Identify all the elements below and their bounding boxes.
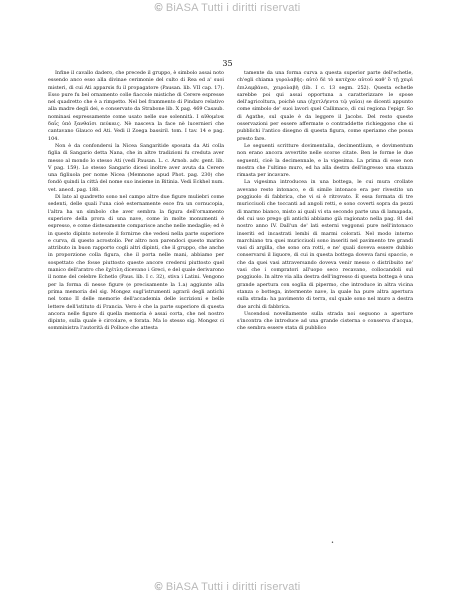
left-text-column	[48, 70, 224, 540]
paragraph: Non è da confondersi la Nicea Sangaritide sposata da Ati colla figlia di Sangario detta Nana, che in altre tradizioni fu creduta aver messo al mondo lo stesso Ati (vedi Pausan. L. c. Arnob. adv. gent. lib. V pag. 159). Lo stesso Sangario dicesi inoltre aver avuta da Cerere una figliuola per nome Nicea (Memnone apud Phot. pag. 230) che fondò quindi la città del nome suo insieme in Bitinia. Vedi Eckhel num. vet. anecd. pag. 188.	[48, 142, 224, 193]
copyright-icon: ©	[154, 581, 163, 593]
paragraph: La vigesima introducea in una bottega, le cui mura crollate avevano resto intonaco, e di simile intonaco era per rivestito un poggiuolo di fabbrica, che vi si è ritrovato. È essa formata di tre muricciuoli che toccanti ad angoli retti, e sono coverti sopra da pezzi di marmo bianco, misto ai quali vi sta secondo parte una di lamapada, del cui uso prego gli antichi abbiamo già ragionato nella pag. 81 del nostro anno IV. Dall'un de' lati esterni veggonsi pure nell'intonaco inseriti ed incastrati lembi di marmi colorati. Nel modo interno marchiano tra quei muricciuoli sono inseriti nel pavimento tre grandi vasi di argilla, che sono ora rotti, e ne' quali doveva essere dubbio conservarsi il liquore, di cui in questa bottega doveva farsi spaccio, e che da quei vasi attraversando doveva venir messo o distribuito ne' vasi che i compratori all'uopo seco recavano, collocandoli sul poggiuolo. In altre via alla destra dell'ingresso di questa bottega è una grande apertura con soglia di pipermo, che introduce in altra vicina stanza o bottega, intermente nave, la quale ha pure altra apertura sulla strada: ha pavimento di terra, sul quale sono nel muro a destra due archi di fabbrica.	[237, 179, 413, 310]
paragraph: Di lato al quadretto sono nel campo altre due figure muliebri come sedenti, delle quali l'una cioè esternamente esce fra un cornucopia, l'altra ha un simbolo che aver sembra la figura dell'ornamento superiore della prora di una nave, come in molte monumenti è espresso, e come distesamente comparisce anche nelle medaglie; ed è in questo dipinto notevole il fornirne che vedesi nella parte superiore e curva, di questo acrostolio. Per altro non parendoci questo marino attributo in buon rapporto cogli altri dipinti, che il gruppo, che anche in proporzione colla figura, che il porta nelle mani, abbiamo per sospettato che fosse piuttosto queste ancore credersi piuttosto quel manico dell'aratro che ἐχέτλη dicevano i Greci, e del quale derivarono il nome del celebre Echetlo (Paus. lib. I c. 32), stiva i Latini. Vengono per la forma di nesse figure (e precisamente la 1.a) aggiunte alla prima memoria del sig. Mongez sugl'istrumenti agrarii degli antichi nel tomo II delle memorie dell'accademia delle iscrizioni e belle lettere dell'istituto di Francia. Vero è che la parte superiore di questa ancora nelle figure di quella memoria è assai corta, che nel nostro dipinto, sulla quale è circolare, e forata. Ma lo stesso sig. Mongez ci somministra l'autorità di Polluce che attesta	[48, 194, 224, 332]
paragraph: tamente da una forma curva a questa superior parte dell'echetle, ch'egli chiama γυρολαβῆς: αὐτὸ δὲ τὸ κατέχον αὐτοῦ καθ' ὃ τῇ χειρὶ ἐπιλαμβάνει, χειρολαβὴ (lib. I c. 13 segm. 252). Questa echetle sarebbe poi qui assai opportuna a caratterizzare le spose dell'agricoltura, poichè una (ἐχετλήεντα τῷ γαῖαι) se dicenti appunto come simbolo de' suoi lavori quel Callimaco, di cui regiona l'epigr. So di Agathe, sul quale è da leggere il Jacobs. Del resto queste osservazioni per essere affermate o contraddette richieggono che si pubblichi l'antico disegno di questa figura, come speriamo che possa presto fare.	[237, 70, 413, 142]
right-text-column	[237, 70, 413, 540]
watermark-top	[0, 2, 455, 14]
watermark-bottom-text: BiASA Tutti i diritti riservati	[165, 581, 301, 593]
paragraph: Uscendosi novellamente sulla strada noi seguono a aperture s'incontra che introduce ad una grande cisterna o conserva d'acqua, che sembra essere stata di pubblico	[237, 310, 413, 332]
paragraph: Infine il cavallo dadero, che precede il gruppo, è simbolo assai noto essendo anco esso alla divinae cerimonie del culto di Rea ed a' suoi misteri, di cui Ati apparsis fu il propagatore (Pausan. lib. VII cap. 17). Esso pure fu bel ornamento colle fiaccole mistiche di Cerere espresse nel quadretto che è a rimpetto. Nel bel frammento di Pindaro relativo alla madre degli dei, e conservato da Strabone lib. X pag. 469 Casaub. nominasi espressamente come usato nelle sue solennità. I αἰθομένα δαΐς ὑπὸ ξανθαῖσι πεύκαις. Nè nasceva la face nè lucernieri che cantavano Glauco ed Ati. Vedi il Zoega bassiril. tom. I tav. 14 e pag. 104.	[48, 70, 224, 142]
signature-mark: •	[331, 540, 334, 546]
watermark-top-text: BiASA Tutti i diritti riservati	[165, 2, 301, 14]
copyright-icon: ©	[154, 2, 163, 14]
paragraph: Le seguenti scritture dovimentalia, decimentlium, e dovimentum non erano ancora avvertite nelle scorse citate. Ben le forme le due seguenti, cioè la decimennale, e la vigesima. La prima di esse non mostra che l'ultimo muro, ed ha alla destra dell'ingresso una stanza rimasta per incavare.	[237, 142, 413, 179]
page-number: 35	[222, 59, 233, 68]
watermark-bottom	[0, 581, 455, 593]
